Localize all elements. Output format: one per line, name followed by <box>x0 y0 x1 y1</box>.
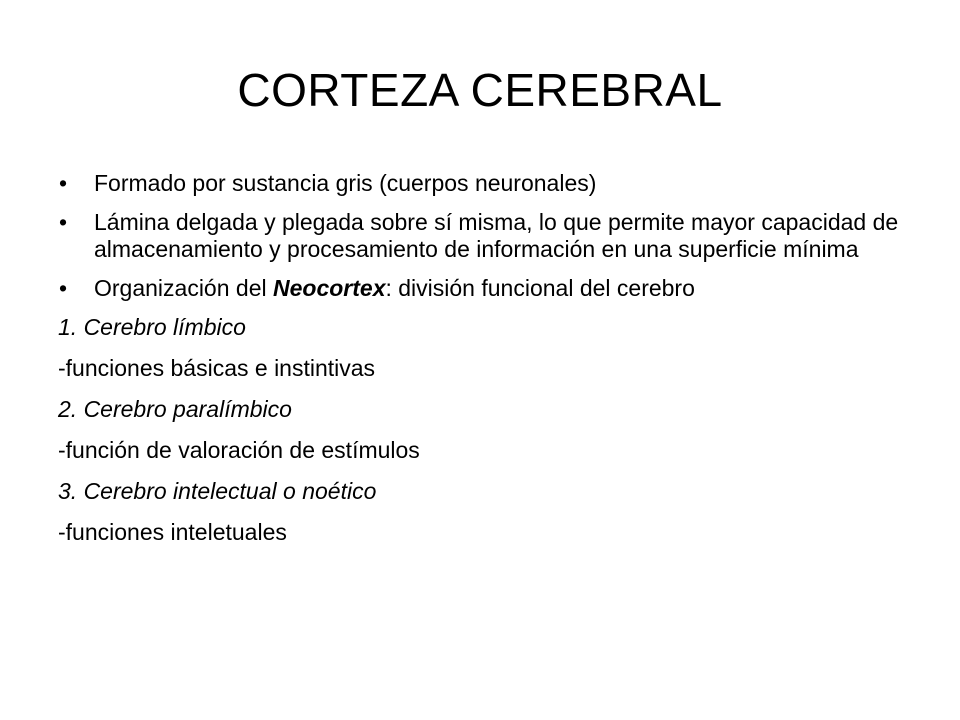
bullet-text-emphasis: Neocortex <box>273 275 386 301</box>
section-detail: -funciones básicas e instintivas <box>58 355 376 381</box>
bullet-text-suffix: : división funcional del cerebro <box>385 275 695 301</box>
section-heading: 3. Cerebro intelectual o noético <box>58 478 377 504</box>
section-detail: -funciones inteletuales <box>58 519 287 545</box>
section-heading: 1. Cerebro límbico <box>58 314 246 340</box>
bullet-item <box>58 170 918 197</box>
bullet-icon: • <box>59 209 68 235</box>
bullet-icon: • <box>59 170 68 196</box>
section-heading: 2. Cerebro paralímbico <box>58 396 292 422</box>
bullet-text: Lámina delgada y plegada sobre sí misma, lo que permite mayor capacidad de almacenamiento y procesamiento de información en una superficie mínima <box>94 209 899 262</box>
bullet-item <box>58 209 918 263</box>
bullet-item <box>58 275 918 302</box>
section-detail: -función de valoración de estímulos <box>58 437 420 463</box>
slide-body <box>58 170 918 560</box>
bullet-text: Formado por sustancia gris (cuerpos neuronales) <box>94 170 597 196</box>
bullet-icon: • <box>59 275 68 301</box>
bullet-text-prefix: Organización del <box>94 275 273 301</box>
slide-title: CORTEZA CEREBRAL <box>237 64 723 116</box>
